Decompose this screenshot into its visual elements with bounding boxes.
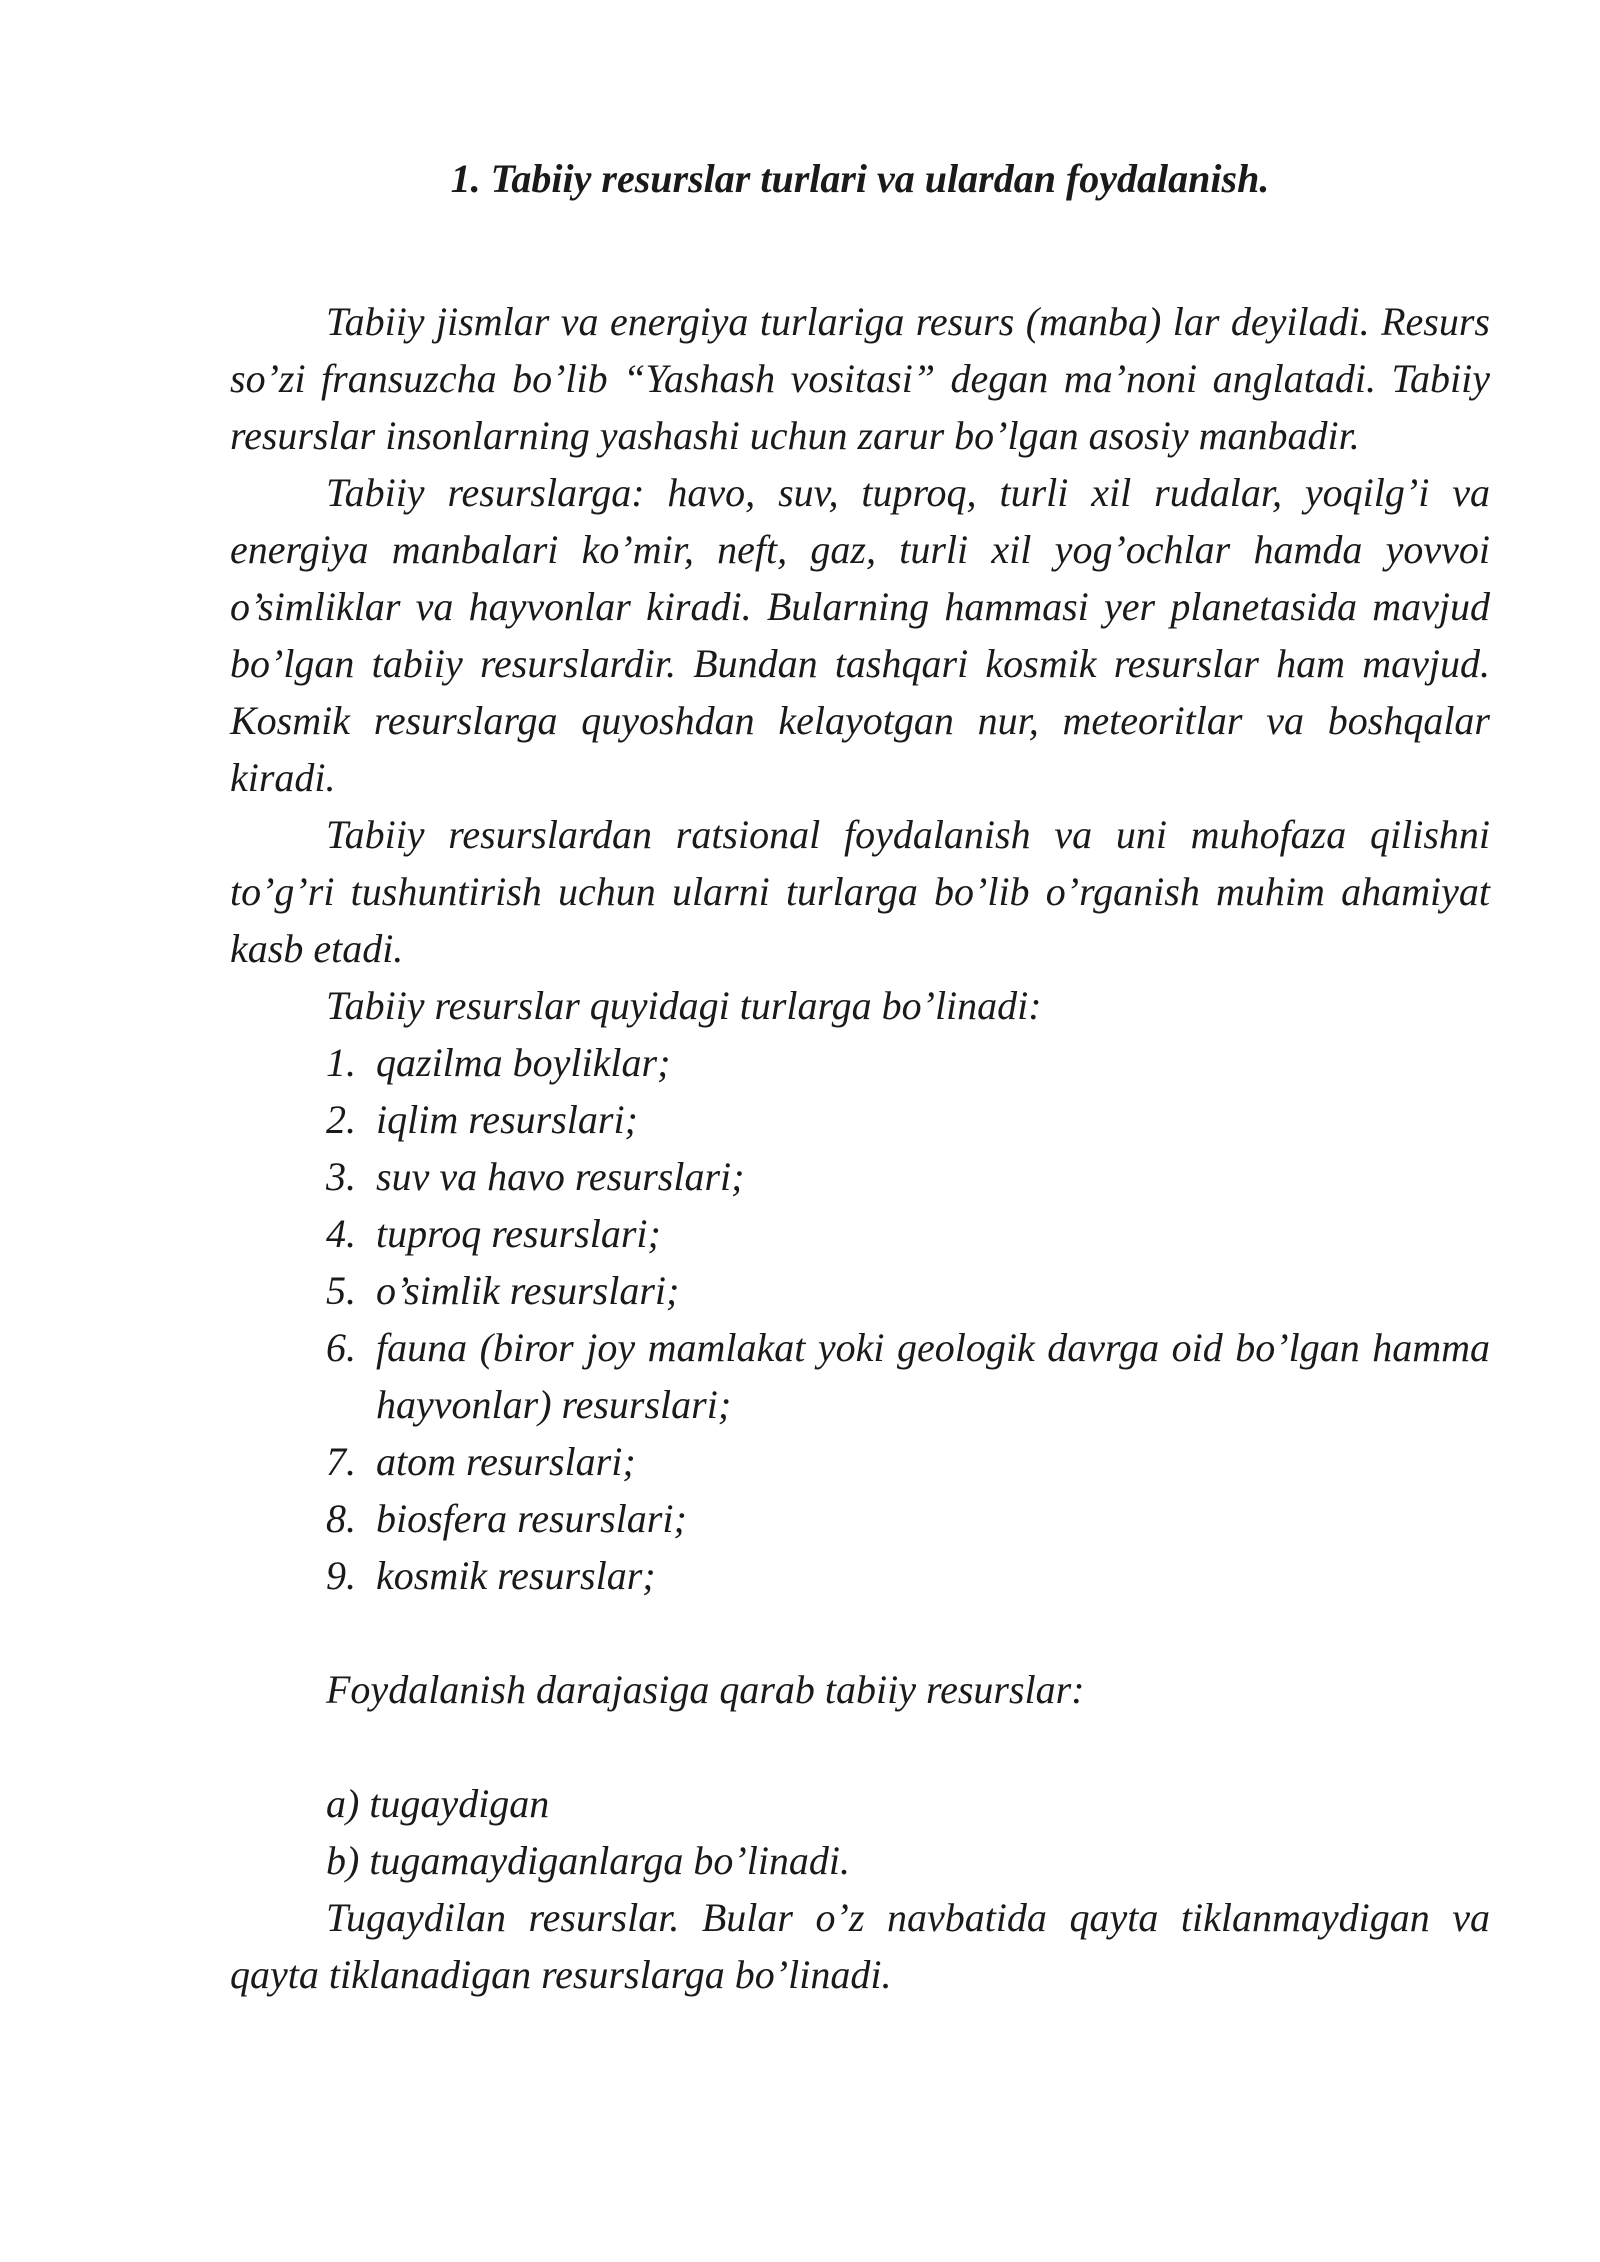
list-item-number: 9.: [326, 1553, 356, 1598]
section-title: 1. Tabiiy resurslar turlari va ulardan foydalanish.: [450, 156, 1270, 201]
usage-option-b: b) tugamaydiganlarga bo’linadi.: [326, 1838, 851, 1883]
blank-line: [230, 1604, 1490, 1661]
list-item: [326, 1262, 1490, 1319]
list-item: [326, 1490, 1490, 1547]
list-item-number: 4.: [326, 1211, 356, 1256]
document-page: [230, 150, 1490, 2003]
list-item: [326, 1547, 1490, 1604]
paragraph-resource-examples: Tabiiy resurslarga: havo, suv, tuproq, turli xil rudalar, yoqilg’i va energiya manbalari ko’mir, neft, gaz, turli xil yog’ochlar hamda yovvoi o’simliklar va hayvonlar kiradi. Bularning hammasi yer planetasida mavjud bo’lgan tabiiy resurslardir. Bundan tashqari kosmik resurslar ham mavjud. Kosmik resurslarga quyoshdan kelayotgan nur, meteoritlar va boshqalar kiradi.: [230, 470, 1490, 800]
blank-line: [230, 1718, 1490, 1775]
list-item-text: fauna (biror joy mamlakat yoki geologik davrga oid bo’lgan hamma hayvonlar) resurslari;: [376, 1325, 1490, 1427]
list-item-text: o’simlik resurslari;: [376, 1268, 680, 1313]
list-item: [326, 1205, 1490, 1262]
list-item: [326, 1034, 1490, 1091]
list-item-number: 1.: [326, 1040, 356, 1085]
list-intro: Tabiiy resurslar quyidagi turlarga bo’linadi:: [326, 983, 1042, 1028]
list-item: [326, 1319, 1490, 1433]
usage-option-a: a) tugaydigan: [326, 1781, 550, 1826]
list-item-number: 7.: [326, 1439, 356, 1484]
list-item-number: 6.: [326, 1325, 356, 1370]
list-item: [326, 1148, 1490, 1205]
resource-types-list: [230, 1034, 1490, 1604]
list-item: [326, 1433, 1490, 1490]
list-item-number: 3.: [326, 1154, 356, 1199]
list-item-text: kosmik resurslar;: [376, 1553, 656, 1598]
list-item-text: atom resurslari;: [376, 1439, 636, 1484]
list-item-number: 8.: [326, 1496, 356, 1541]
usage-intro: Foydalanish darajasiga qarab tabiiy resurslar:: [326, 1667, 1085, 1712]
list-item: [326, 1091, 1490, 1148]
list-item-text: qazilma boyliklar;: [376, 1040, 671, 1085]
list-item-text: iqlim resurslari;: [376, 1097, 638, 1142]
list-item-text: suv va havo resurslari;: [376, 1154, 745, 1199]
paragraph-exhaustible-resources: Tugaydilan resurslar. Bular o’z navbatida qayta tiklanmaydigan va qayta tiklanadigan resurslarga bo’linadi.: [230, 1895, 1490, 1997]
list-item-number: 5.: [326, 1268, 356, 1313]
paragraph-rational-use: Tabiiy resurslardan ratsional foydalanish va uni muhofaza qilishni to’g’ri tushuntirish uchun ularni turlarga bo’lib o’rganish muhim ahamiyat kasb etadi.: [230, 812, 1490, 971]
list-item-number: 2.: [326, 1097, 356, 1142]
list-item-text: biosfera resurslari;: [376, 1496, 687, 1541]
list-item-text: tuproq resurslari;: [376, 1211, 661, 1256]
paragraph-definition: Tabiiy jismlar va energiya turlariga resurs (manba) lar deyiladi. Resurs so’zi fransuzcha bo’lib “Yashash vositasi” degan ma’noni anglatadi. Tabiiy resurslar insonlarning yashashi uchun zarur bo’lgan asosiy manbadir.: [230, 299, 1490, 458]
